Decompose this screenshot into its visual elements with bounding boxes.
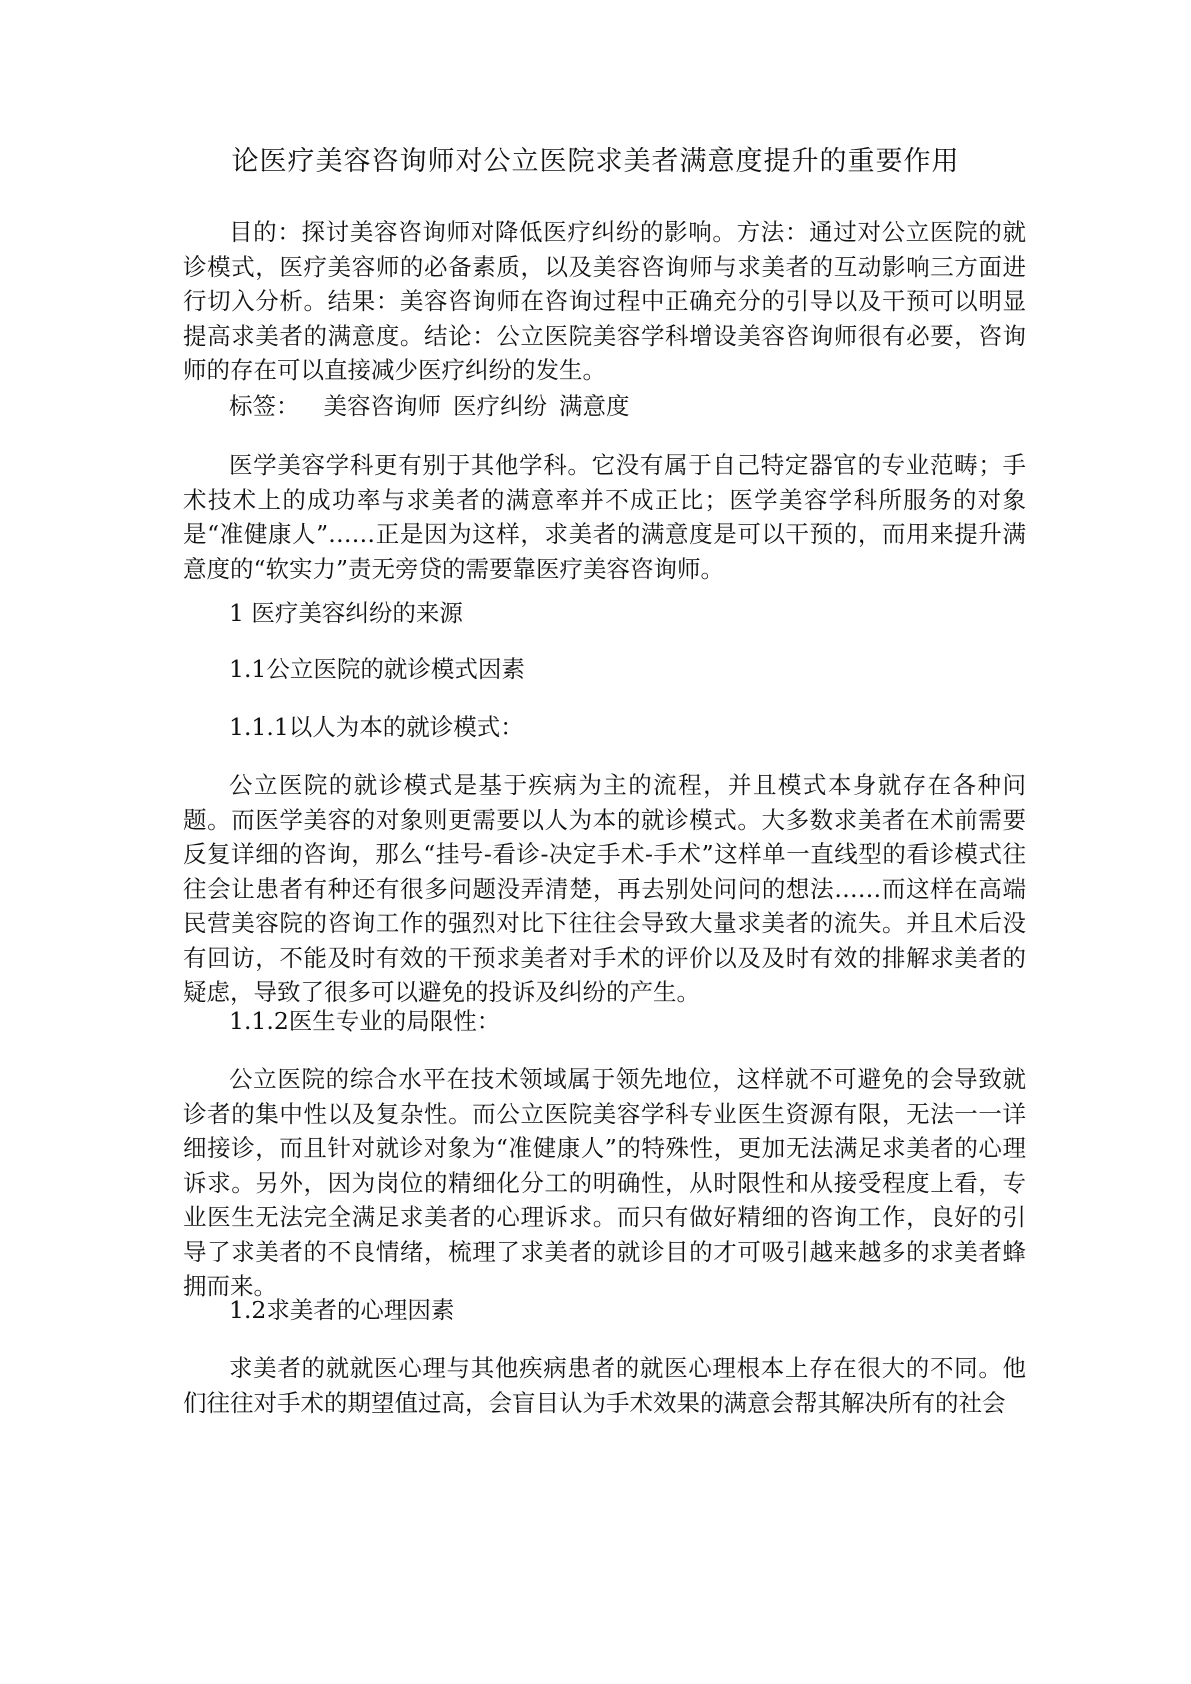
subsubsection-heading: 1.1.1以人为本的就诊模式： — [229, 713, 524, 741]
subsection-heading: 1.2求美者的心理因素 — [229, 1296, 455, 1324]
keyword-item: 满意度 — [559, 392, 630, 420]
document-title: 论医疗美容咨询师对公立医院求美者满意度提升的重要作用 — [231, 146, 960, 177]
keywords-line — [229, 389, 642, 424]
intro-paragraph: 医学美容学科更有别于其他学科。它没有属于自己特定器官的专业范畴；手术技术上的成功率与求美者的满意率并不成正比；医学美容学科所服务的对象是“准健康人”……正是因为这样，求美者的满意度是可以干预的，而用来提升满意度的“软实力”责无旁贷的需要靠医疗美容咨询师。 — [183, 451, 1026, 583]
subsubsection-heading: 1.1.2医生专业的局限性： — [229, 1007, 501, 1035]
body-paragraph: 公立医院的就诊模式是基于疾病为主的流程，并且模式本身就存在各种问题。而医学美容的对象则更需要以人为本的就诊模式。大多数求美者在术前需要反复详细的咨询，那么“挂号-看诊-决定手术-手术”这样单一直线型的看诊模式往往会让患者有种还有很多问题没弄清楚，再去别处问问的想法……而这样在高端民营美容院的咨询工作的强烈对比下往往会导致大量求美者的流失。并且术后没有回访，不能及时有效的干预求美者对手术的评价以及及时有效的排解求美者的疑虑，导致了很多可以避免的投诉及纠纷的产生。 — [183, 771, 1026, 1006]
abstract-paragraph: 目的：探讨美容咨询师对降低医疗纠纷的影响。方法：通过对公立医院的就诊模式，医疗美容师的必备素质，以及美容咨询师与求美者的互动影响三方面进行切入分析。结果：美容咨询师在咨询过程中正确充分的引导以及干预可以明显提高求美者的满意度。结论：公立医院美容学科增设美容咨询师很有必要，咨询师的存在可以直接减少医疗纠纷的发生。 — [183, 218, 1026, 384]
keyword-item: 医疗纠纷 — [453, 392, 547, 420]
keyword-item: 美容咨询师 — [323, 392, 441, 420]
section-heading: 1 医疗美容纠纷的来源 — [229, 599, 463, 627]
subsection-heading: 1.1公立医院的就诊模式因素 — [229, 655, 525, 683]
body-paragraph: 公立医院的综合水平在技术领域属于领先地位，这样就不可避免的会导致就诊者的集中性以及复杂性。而公立医院美容学科专业医生资源有限，无法一一详细接诊，而且针对就诊对象为“准健康人”的特殊性，更加无法满足求美者的心理诉求。另外，因为岗位的精细化分工的明确性，从时限性和从接受程度上看，专业医生无法完全满足求美者的心理诉求。而只有做好精细的咨询工作，良好的引导了求美者的不良情绪，梳理了求美者的就诊目的才可吸引越来越多的求美者蜂拥而来。 — [183, 1065, 1026, 1300]
body-paragraph: 求美者的就就医心理与其他疾病患者的就医心理根本上存在很大的不同。他们往往对手术的期望值过高，会盲目认为手术效果的满意会帮其解决所有的社会 — [183, 1354, 1026, 1417]
keywords-label: 标签： — [229, 392, 300, 420]
